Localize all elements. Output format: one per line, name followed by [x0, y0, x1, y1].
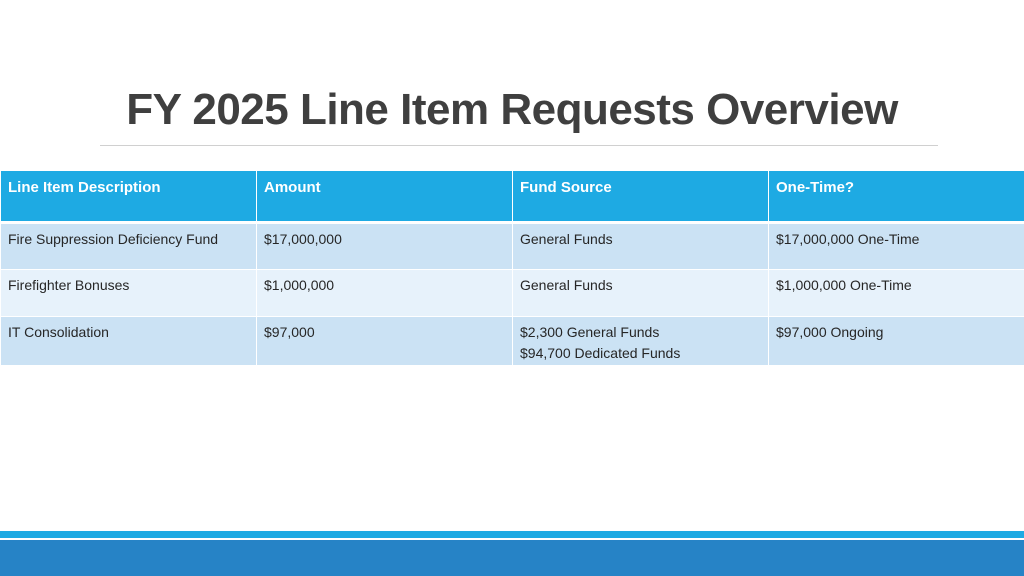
cell-description: Firefighter Bonuses — [1, 270, 257, 317]
line-item-table — [0, 170, 1024, 366]
cell-amount: $97,000 — [257, 317, 513, 366]
cell-one-time: $1,000,000 One-Time — [769, 270, 1024, 317]
table-row — [1, 223, 1024, 270]
cell-one-time: $97,000 Ongoing — [769, 317, 1024, 366]
cell-amount: $1,000,000 — [257, 270, 513, 317]
header-line-item-description: Line Item Description — [1, 171, 257, 223]
slide-title: FY 2025 Line Item Requests Overview — [126, 85, 898, 134]
footer-accent-stripe — [0, 531, 1024, 538]
header-fund-source: Fund Source — [513, 171, 769, 223]
header-amount: Amount — [257, 171, 513, 223]
title-divider — [100, 145, 938, 146]
table-row — [1, 270, 1024, 317]
cell-fund-source — [513, 317, 769, 366]
fund-source-line: General Funds — [520, 277, 613, 293]
cell-description: Fire Suppression Deficiency Fund — [1, 223, 257, 270]
fund-source-line: $2,300 General Funds — [520, 324, 660, 340]
fund-source-line: General Funds — [520, 231, 613, 247]
header-one-time: One-Time? — [769, 171, 1024, 223]
cell-amount: $17,000,000 — [257, 223, 513, 270]
cell-description: IT Consolidation — [1, 317, 257, 366]
cell-fund-source — [513, 270, 769, 317]
footer-bar — [0, 540, 1024, 576]
cell-one-time: $17,000,000 One-Time — [769, 223, 1024, 270]
fund-source-line: $94,700 Dedicated Funds — [520, 345, 681, 361]
table-header-row — [1, 171, 1024, 223]
table-row — [1, 317, 1024, 366]
cell-fund-source — [513, 223, 769, 270]
